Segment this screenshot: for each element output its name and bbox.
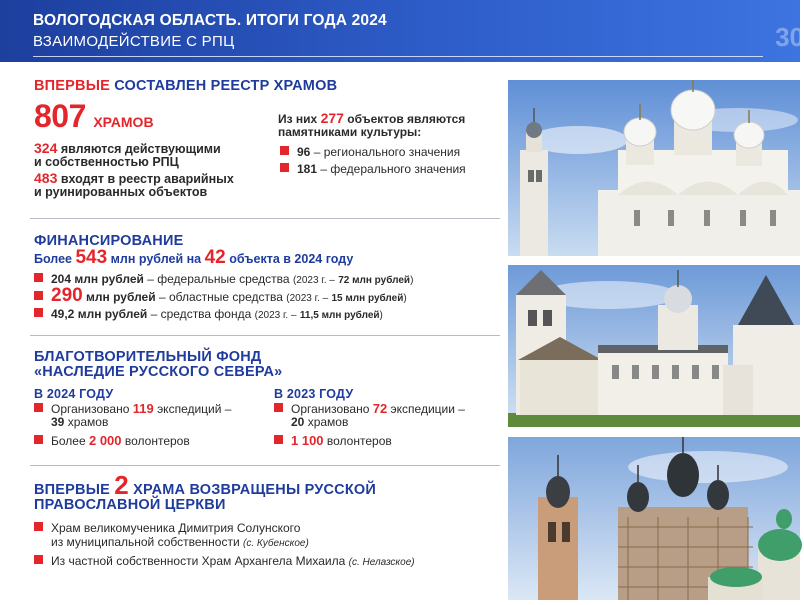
fund-2024-expeditions — [34, 402, 231, 429]
financing-text: – областные средства — [158, 290, 283, 304]
monuments-line2: памятниками культуры: — [278, 125, 422, 139]
bullet-square-icon — [34, 522, 43, 531]
fund-2023-vol-number: 1 100 — [291, 433, 324, 448]
monuments-pre: Из них — [278, 112, 318, 126]
fund-2023-temples-text: храмов — [307, 415, 349, 429]
returned-heading-pre: ВПЕРВЫЕ — [34, 482, 110, 498]
fund-2023-temples-number: 20 — [291, 415, 305, 429]
photo-restoration — [508, 437, 800, 600]
fund-2024-exp-number: 119 — [132, 401, 154, 416]
header-divider — [33, 56, 763, 57]
financing-prev-amount: 15 млн рублей — [331, 293, 404, 304]
returned-item1-line2: из муниципальной собственности — [51, 535, 240, 549]
fund-2024-exp-pre: Организовано — [51, 402, 130, 416]
financing-prev-amount: 11,5 млн рублей — [299, 310, 380, 321]
fund-2024-vol-pre: Более — [51, 434, 86, 448]
financing-heading: ФИНАНСИРОВАНИЕ — [34, 233, 184, 249]
registry-heading-red: ВПЕРВЫЕ — [34, 78, 110, 94]
federal-number: 181 — [297, 162, 318, 176]
financing-item-federal — [34, 272, 413, 286]
fund-2024-label: В 2024 ГОДУ — [34, 387, 114, 401]
financing-prev: (2023 г. – — [254, 310, 297, 321]
fund-2023-label: В 2023 ГОДУ — [274, 387, 354, 401]
fund-2024-volunteers — [34, 433, 190, 448]
fund-2024-exp-post: экспедиций – — [157, 402, 232, 416]
registry-monuments — [278, 112, 465, 139]
returned-item2-text: Из частной собственности Храм Архангела Михаила — [51, 554, 346, 568]
photo-monastery-complex — [508, 265, 800, 427]
bullet-square-icon — [34, 273, 43, 282]
registry-heading-rest: СОСТАВЛЕН РЕЕСТР ХРАМОВ — [114, 78, 338, 94]
financing-summary-objects: 42 — [204, 247, 226, 268]
bullet-square-icon — [34, 435, 43, 444]
registry-active-number: 324 — [34, 140, 58, 156]
financing-prev-close: ) — [410, 275, 414, 286]
fund-2023-vol-post: волонтеров — [326, 434, 392, 448]
financing-summary-amount: 543 — [75, 247, 108, 268]
registry-total-number: 807 — [34, 98, 86, 134]
returned-item2-place: (с. Нелазское) — [348, 557, 415, 568]
church-photo-3-icon — [508, 437, 800, 600]
section-divider — [30, 335, 500, 336]
monuments-regional — [280, 145, 460, 159]
federal-text: – федерального значения — [320, 162, 466, 176]
financing-summary-pre: Более — [34, 252, 72, 266]
financing-prev-close: ) — [403, 293, 407, 304]
registry-emergency-number: 483 — [34, 170, 58, 186]
financing-amount: 204 млн рублей — [51, 272, 144, 286]
returned-item1-place: (с. Кубенское) — [243, 538, 309, 549]
financing-summary — [34, 247, 353, 269]
financing-amount: 49,2 млн рублей — [51, 307, 148, 321]
returned-heading-post: ХРАМА ВОЗВРАЩЕНЫ РУССКОЙ — [133, 482, 376, 498]
monuments-post: объектов являются — [347, 112, 466, 126]
registry-heading — [34, 78, 337, 94]
financing-summary-mid: млн рублей на — [110, 252, 202, 266]
bullet-square-icon — [280, 146, 289, 155]
page-number: 30 — [775, 22, 804, 52]
financing-prev: (2023 г. – — [292, 275, 335, 286]
registry-emergency-text-1: входят в реестр аварийных — [60, 172, 234, 186]
financing-prev-close: ) — [379, 310, 383, 321]
fund-2024-temples-text: храмов — [67, 415, 109, 429]
fund-2023-exp-number: 72 — [372, 401, 388, 416]
fund-2023-volunteers — [274, 433, 392, 448]
financing-item-regional — [34, 285, 407, 307]
financing-text: – средства фонда — [150, 307, 252, 321]
financing-text: – федеральные средства — [147, 272, 290, 286]
photo-white-monastery — [508, 80, 800, 256]
fund-2024-temples-number: 39 — [51, 415, 65, 429]
financing-amount: млн рублей — [86, 290, 156, 304]
registry-active-text-2: и собственностью РПЦ — [34, 155, 179, 169]
fund-2024-vol-number: 2 000 — [88, 433, 122, 448]
financing-summary-post: объекта в 2024 году — [229, 252, 354, 266]
registry-active-text-1: являются действующими — [60, 142, 221, 156]
financing-prev: (2023 г. – — [286, 293, 329, 304]
registry-emergency — [34, 172, 234, 199]
registry-total — [34, 98, 154, 135]
monuments-federal — [280, 162, 466, 176]
bullet-square-icon — [34, 555, 43, 564]
bullet-square-icon — [274, 403, 283, 412]
section-divider — [30, 465, 500, 466]
financing-item-fund — [34, 307, 383, 321]
header-banner — [0, 0, 804, 62]
regional-text: – регионального значения — [313, 145, 461, 159]
bullet-square-icon — [34, 291, 43, 300]
fund-heading-1: БЛАГОТВОРИТЕЛЬНЫЙ ФОНД — [34, 349, 262, 365]
bullet-square-icon — [274, 435, 283, 444]
registry-total-label: ХРАМОВ — [93, 114, 154, 130]
financing-amount-big: 290 — [51, 285, 83, 306]
returned-item1-line1: Храм великомученика Димитрия Солунского — [51, 521, 301, 535]
returned-heading-line2: ПРАВОСЛАВНОЙ ЦЕРКВИ — [34, 497, 226, 513]
section-divider — [30, 218, 500, 219]
bullet-square-icon — [34, 403, 43, 412]
bullet-square-icon — [34, 308, 43, 317]
fund-heading-2: «НАСЛЕДИЕ РУССКОГО СЕВЕРА» — [34, 364, 283, 380]
financing-prev-amount: 72 млн рублей — [338, 275, 411, 286]
returned-item-2 — [34, 554, 415, 568]
registry-emergency-text-2: и руинированных объектов — [34, 185, 208, 199]
fund-heading — [34, 350, 282, 380]
fund-2023-exp-post: экспедиции – — [390, 402, 465, 416]
church-photo-2-icon — [508, 265, 800, 427]
fund-2023-expeditions — [274, 402, 465, 429]
returned-heading-number: 2 — [114, 470, 129, 500]
page-subtitle: ВЗАИМОДЕЙСТВИЕ С РПЦ — [33, 33, 235, 50]
regional-number: 96 — [297, 145, 311, 159]
page-title: ВОЛОГОДСКАЯ ОБЛАСТЬ. ИТОГИ ГОДА 2024 — [33, 12, 387, 29]
returned-item-1 — [34, 521, 309, 551]
fund-2023-exp-pre: Организовано — [291, 402, 370, 416]
registry-active — [34, 142, 221, 169]
bullet-square-icon — [280, 163, 289, 172]
returned-heading — [34, 470, 376, 513]
fund-2024-vol-post: волонтеров — [124, 434, 190, 448]
church-photo-1-icon — [508, 80, 800, 256]
monuments-number: 277 — [320, 110, 344, 126]
